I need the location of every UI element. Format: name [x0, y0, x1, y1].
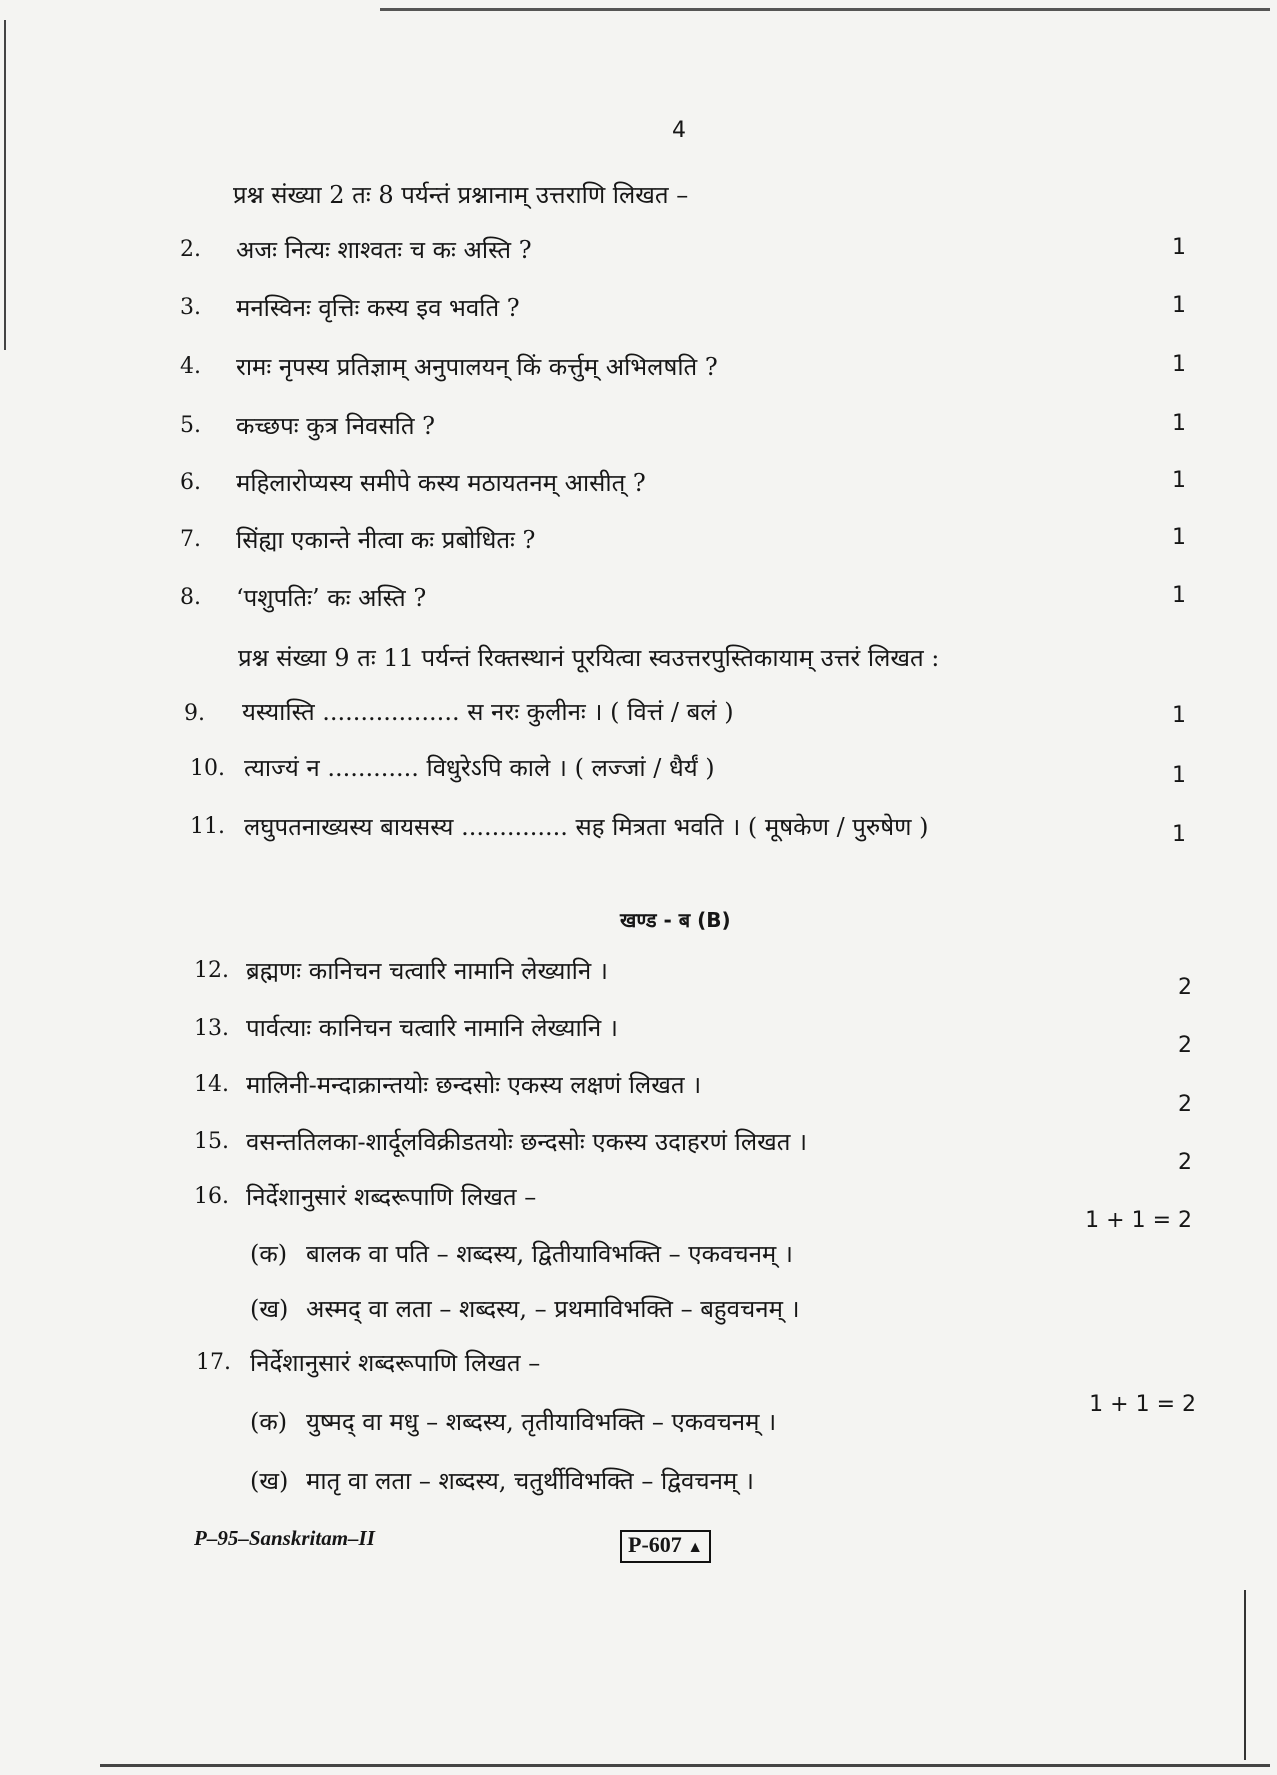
section-heading: खण्ड - ब (B): [620, 908, 731, 932]
set-code-box: [620, 1530, 711, 1563]
question-marks: 2: [1178, 1150, 1192, 1175]
question-marks: 1: [1172, 703, 1186, 728]
question-text: अजः नित्यः शाश्वतः च कः अस्ति ?: [236, 236, 532, 264]
question-marks: 1: [1172, 822, 1186, 847]
triangle-icon: ▲: [687, 1539, 704, 1556]
paper-code: P–95–Sanskritam–II: [194, 1526, 375, 1550]
question-number: 3.: [180, 295, 201, 320]
question-marks: 1: [1172, 293, 1186, 318]
question-number: 7.: [180, 527, 201, 552]
question-number: 14.: [194, 1072, 229, 1097]
question-number: 11.: [190, 814, 225, 839]
scan-edge-bottom: [100, 1764, 1270, 1767]
scan-edge-right: [1244, 1590, 1246, 1760]
question-number: 9.: [184, 701, 205, 726]
question-number: 8.: [180, 585, 201, 610]
question-text: निर्देशानुसारं शब्दरूपाणि लिखत –: [250, 1349, 541, 1377]
question-text: कच्छपः कुत्र निवसति ?: [236, 412, 436, 440]
question-text: त्याज्यं न ............ विधुरेऽपि काले । ( लज्जां / धैर्यं ): [244, 754, 715, 782]
question-text: मालिनी-मन्दाक्रान्तयोः छन्दसोः एकस्य लक्षणं लिखत ।: [246, 1071, 702, 1099]
question-number: 10.: [190, 756, 225, 781]
scan-edge-left: [4, 20, 6, 350]
question-number: 2.: [180, 237, 201, 262]
question-number: 4.: [180, 354, 201, 379]
question-number: 13.: [194, 1016, 229, 1041]
sub-question-label: (ख): [250, 1295, 289, 1323]
question-text: पार्वत्याः कानिचन चत्वारि नामानि लेख्यानि ।: [246, 1014, 618, 1042]
sub-question-label: (क): [250, 1240, 288, 1268]
question-marks: 1: [1172, 763, 1186, 788]
question-number: 15.: [194, 1129, 229, 1154]
page-number: 4: [672, 118, 686, 143]
sub-question-text: युष्मद् वा मधु – शब्दस्य, तृतीयाविभक्ति – एकवचनम् ।: [306, 1408, 777, 1436]
question-number: 16.: [194, 1184, 229, 1209]
question-marks: 1 + 1 = 2: [1085, 1208, 1192, 1233]
question-marks: 1: [1172, 468, 1186, 493]
sub-question-label: (क): [250, 1408, 288, 1436]
question-number: 12.: [194, 958, 229, 983]
sub-question-label: (ख): [250, 1467, 289, 1495]
instruction-2-8: प्रश्न संख्या 2 तः 8 पर्यन्तं प्रश्नानाम् उत्तराणि लिखत –: [233, 181, 689, 209]
question-marks: 2: [1178, 975, 1192, 1000]
question-text: वसन्ततिलका-शार्दूलविक्रीडतयोः छन्दसोः एकस्य उदाहरणं लिखत ।: [246, 1128, 808, 1156]
question-text: ‘पशुपतिः’ कः अस्ति ?: [236, 584, 427, 612]
question-text: यस्यास्ति .................. स नरः कुलीनः । ( वित्तं / बलं ): [242, 698, 734, 726]
question-marks: 1: [1172, 583, 1186, 608]
question-text: ब्रह्मणः कानिचन चत्वारि नामानि लेख्यानि ।: [246, 957, 608, 985]
question-marks: 1 + 1 = 2: [1089, 1392, 1196, 1417]
question-number: 6.: [180, 470, 201, 495]
question-marks: 1: [1172, 352, 1186, 377]
question-text: महिलारोप्यस्य समीपे कस्य मठायतनम् आसीत् ?: [236, 469, 646, 497]
question-text: सिंह्या एकान्ते नीत्वा कः प्रबोधितः ?: [236, 526, 536, 554]
question-text: रामः नृपस्य प्रतिज्ञाम् अनुपालयन् किं कर्त्तुम् अभिलषति ?: [236, 353, 718, 381]
question-number: 17.: [196, 1350, 231, 1375]
question-number: 5.: [180, 413, 201, 438]
question-marks: 1: [1172, 235, 1186, 260]
sub-question-text: अस्मद् वा लता – शब्दस्य, – प्रथमाविभक्ति – बहुवचनम् ।: [306, 1295, 800, 1323]
instruction-9-11: प्रश्न संख्या 9 तः 11 पर्यन्तं रिक्तस्थानं पूरयित्वा स्वउत्तरपुस्तिकायाम् उत्तरं लिखत :: [238, 644, 940, 672]
question-text: निर्देशानुसारं शब्दरूपाणि लिखत –: [246, 1183, 537, 1211]
question-marks: 2: [1178, 1092, 1192, 1117]
set-code: P-607: [628, 1532, 682, 1557]
question-text: मनस्विनः वृत्तिः कस्य इव भवति ?: [236, 294, 520, 322]
question-marks: 1: [1172, 525, 1186, 550]
question-marks: 1: [1172, 411, 1186, 436]
question-marks: 2: [1178, 1033, 1192, 1058]
sub-question-text: मातृ वा लता – शब्दस्य, चतुर्थीविभक्ति – द्विवचनम् ।: [306, 1467, 754, 1495]
scan-edge-top: [380, 8, 1270, 11]
question-text: लघुपतनाख्यस्य बायसस्य .............. सह मित्रता भवति । ( मूषकेण / पुरुषेण ): [244, 813, 929, 841]
sub-question-text: बालक वा पति – शब्दस्य, द्वितीयाविभक्ति – एकवचनम् ।: [306, 1240, 793, 1268]
